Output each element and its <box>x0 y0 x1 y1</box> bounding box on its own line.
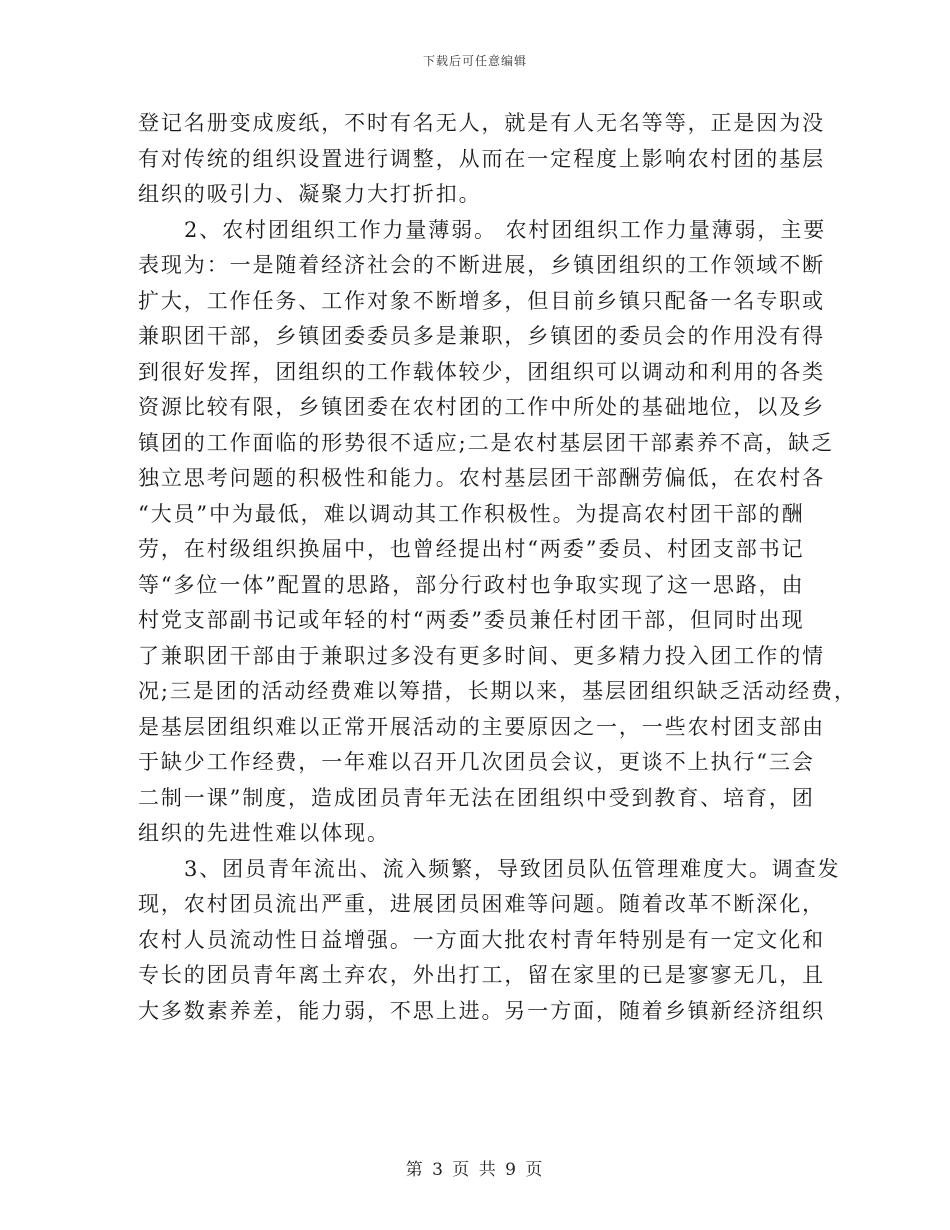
text-line: 登记名册变成废纸，不时有名无人，就是有人无名等等，正是因为没 <box>138 111 825 135</box>
text-line: 二制一课”制度，造成团员青年无法在团组织中受到教育、培育，团 <box>138 785 815 810</box>
text-line: 表现为：一是随着经济社会的不断进展，乡镇团组织的工作领域不断 <box>138 253 825 277</box>
text-line: 扩大，工作任务、工作对象不断增多，但目前乡镇只配备一名专职或 <box>138 288 825 313</box>
text-line: 镇团的工作面临的形势很不适应;二是农村基层团干部素养不高，缺乏 <box>138 430 834 455</box>
text-line: 独立思考问题的积极性和能力。农村基层团干部酬劳偏低，在农村各 <box>138 466 825 490</box>
page-header: 下载后可任意编辑 <box>422 54 527 68</box>
text-line: 是基层团组织难以正常开展活动的主要原因之一，一些农村团支部由 <box>138 714 825 739</box>
text-line: 了兼职团干部由于兼职过多没有更多时间、更多精力投入团工作的情 <box>138 643 825 668</box>
text-line: 有对传统的组织设置进行调整，从而在一定程度上影响农村团的基层 <box>138 146 825 171</box>
text-line: 村党支部副书记或年轻的村“两委”委员兼任村团干部，但同时出现 <box>138 608 805 632</box>
text-line: 专长的团员青年离土弃农，外出打工，留在家里的已是寥寥无几，且 <box>138 963 825 987</box>
page-number-footer: 第 3 页 共 9 页 <box>405 1160 545 1180</box>
text-line: 组织的先进性难以体现。 <box>138 821 390 845</box>
paragraph-start-line: 3、团员青年流出、流入频繁，导致团员队伍管理难度大。调查发 <box>184 856 841 881</box>
text-line: 资源比较有限，乡镇团委在农村团的工作中所处的基础地位，以及乡 <box>138 395 825 419</box>
text-line: 劳，在村级组织换届中，也曾经提出村“两委”委员、村团支部书记 <box>138 537 805 561</box>
paragraph-start-line: 2、农村团组织工作力量薄弱。 农村团组织工作力量薄弱，主要 <box>184 217 827 242</box>
text-line: 兼职团干部，乡镇团委委员多是兼职，乡镇团的委员会的作用没有得 <box>138 324 825 348</box>
text-line: 于缺少工作经费，一年难以召开几次团员会议，更谈不上执行“三会 <box>138 750 815 774</box>
text-line: 况;三是团的活动经费难以筹措，长期以来，基层团组织缺乏活动经费， <box>138 679 857 703</box>
document-body <box>138 106 857 1029</box>
text-line: 等“多位一体”配置的思路，部分行政村也争取实现了这一思路，由 <box>138 572 805 597</box>
text-line: 组织的吸引力、凝聚力大打折扣。 <box>138 182 482 206</box>
text-line: 农村人员流动性日益增强。一方面大批农村青年特别是有一定文化和 <box>138 927 825 952</box>
text-line: 大多数素养差，能力弱，不思上进。另一方面，随着乡镇新经济组织 <box>138 998 825 1023</box>
text-line: 到很好发挥，团组织的工作载体较少，团组织可以调动和利用的各类 <box>138 359 825 384</box>
text-line: 现，农村团员流出严重，进展团员困难等问题。随着改革不断深化， <box>138 892 825 916</box>
text-line: “大员”中为最低，难以调动其工作积极性。为提高农村团干部的酬 <box>138 501 805 526</box>
